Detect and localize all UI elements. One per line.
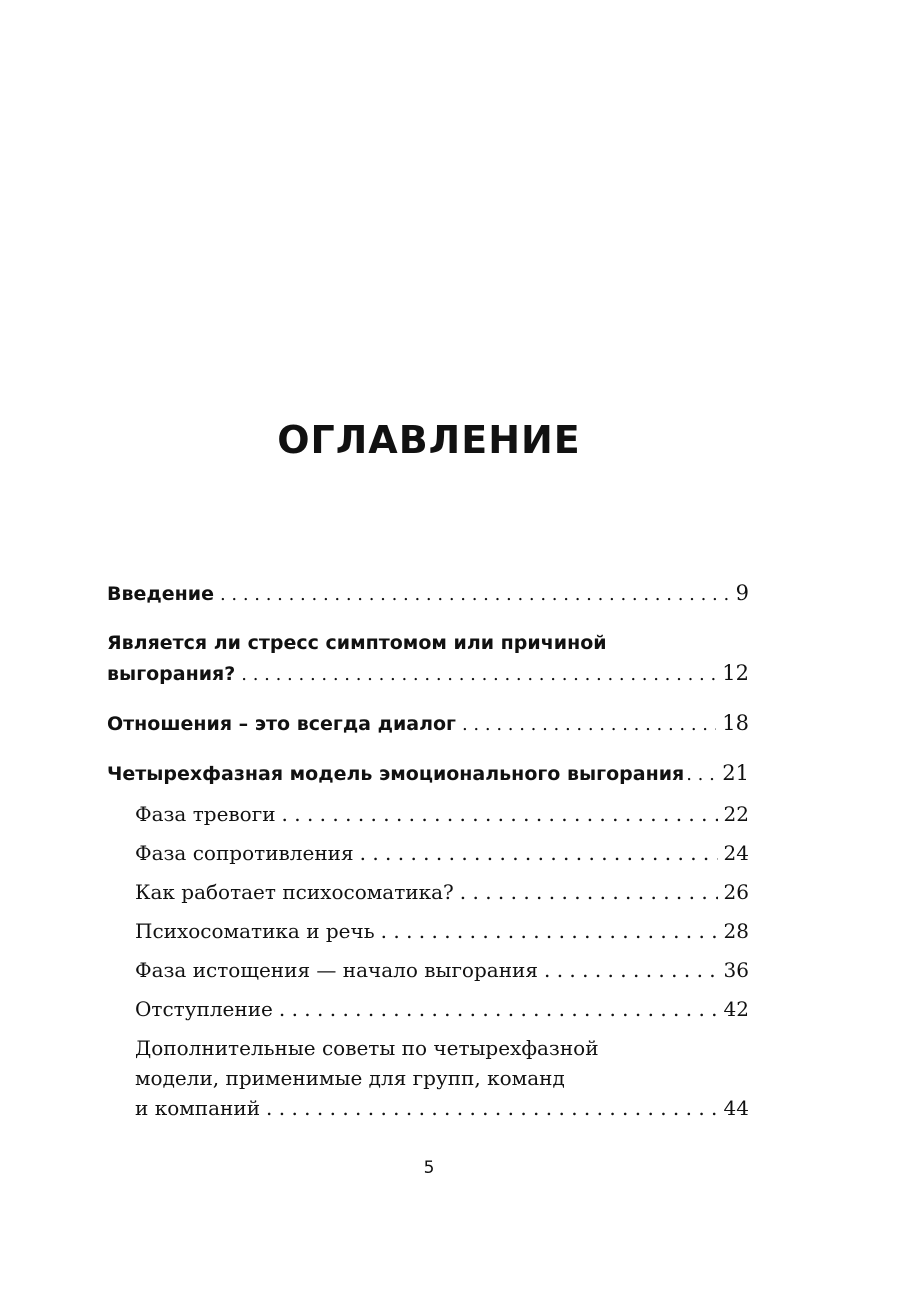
toc-page-number: 9 bbox=[735, 581, 749, 605]
dot-leader bbox=[360, 838, 718, 868]
toc-entry-intro bbox=[107, 578, 749, 610]
toc-page-number: 26 bbox=[723, 880, 749, 904]
toc-page-number: 36 bbox=[723, 958, 749, 982]
toc-page-number: 44 bbox=[723, 1096, 749, 1120]
toc-entry-stress bbox=[107, 628, 749, 690]
toc-page-number: 24 bbox=[723, 841, 749, 865]
toc-page-number: 42 bbox=[723, 997, 749, 1021]
toc-entry-title: Введение bbox=[107, 583, 214, 605]
dot-leader bbox=[282, 799, 718, 829]
dot-leader bbox=[241, 660, 716, 690]
dot-leader bbox=[279, 994, 718, 1024]
page-title: ОГЛАВЛЕНИЕ bbox=[277, 418, 581, 462]
dot-leader bbox=[266, 1093, 718, 1123]
toc-section-title: Фаза истощения — начало выгорания bbox=[135, 958, 538, 982]
toc-section-psychosomatics-speech bbox=[107, 916, 749, 946]
toc-section-title: Отступление bbox=[135, 997, 273, 1021]
page-number: 5 bbox=[423, 1158, 435, 1178]
toc-entry-title: Четырехфазная модель эмоционального выгорания bbox=[107, 763, 685, 785]
toc-section-title-line: и компаний bbox=[135, 1096, 261, 1120]
toc-entry-model bbox=[107, 758, 749, 790]
toc-page-number: 18 bbox=[722, 711, 749, 735]
dot-leader bbox=[462, 710, 716, 740]
toc-section-psychosomatics bbox=[107, 877, 749, 907]
toc-section-title-line: модели, применимые для групп, команд bbox=[135, 1066, 565, 1090]
table-of-contents bbox=[107, 578, 749, 1123]
toc-page-number: 12 bbox=[722, 661, 749, 685]
toc-page-number: 22 bbox=[723, 802, 749, 826]
toc-section-title-line: Дополнительные советы по четырехфазной bbox=[135, 1036, 599, 1060]
toc-entry-relations bbox=[107, 708, 749, 740]
toc-section-resistance bbox=[107, 838, 749, 868]
toc-page-number: 21 bbox=[722, 761, 749, 785]
toc-section-digression bbox=[107, 994, 749, 1024]
toc-section-extra-tips bbox=[107, 1033, 749, 1123]
toc-page-number: 28 bbox=[723, 919, 749, 943]
dot-leader bbox=[460, 877, 718, 907]
toc-section-exhaustion bbox=[107, 955, 749, 985]
dot-leader bbox=[381, 916, 718, 946]
toc-section-title: Психосоматика и речь bbox=[135, 919, 375, 943]
toc-entry-title: Отношения – это всегда диалог bbox=[107, 713, 456, 735]
dot-leader bbox=[686, 760, 720, 790]
toc-entry-title-line: выгорания? bbox=[107, 663, 236, 685]
dot-leader bbox=[544, 955, 718, 985]
toc-section-title: Фаза тревоги bbox=[135, 802, 276, 826]
dot-leader bbox=[220, 580, 730, 610]
toc-section-anxiety bbox=[107, 799, 749, 829]
toc-section-title: Как работает психосоматика? bbox=[135, 880, 454, 904]
toc-section-title: Фаза сопротивления bbox=[135, 841, 354, 865]
toc-entry-title-line: Является ли стресс симптомом или причиной bbox=[107, 632, 607, 654]
